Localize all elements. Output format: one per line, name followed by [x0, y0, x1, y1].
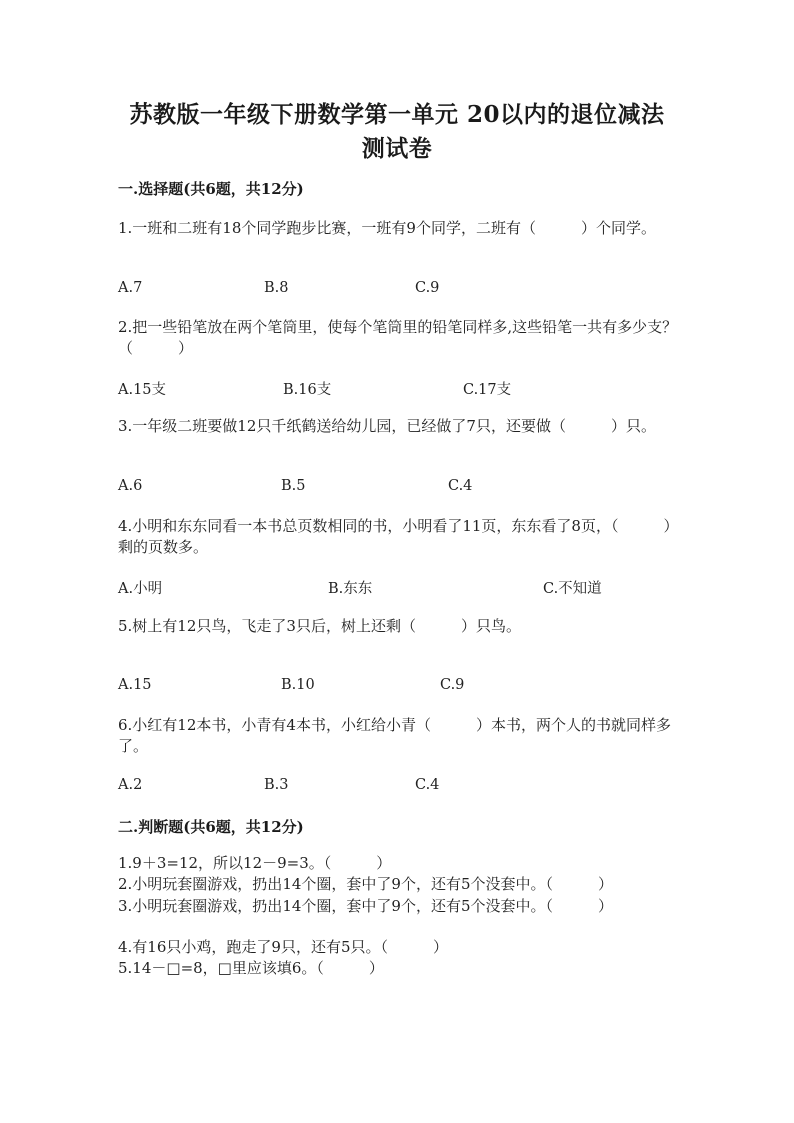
question-5: 5.树上有12只鸟，飞走了3只后，树上还剩（ ）只鸟。	[118, 617, 521, 635]
q5-option-a: A.15	[118, 677, 152, 693]
q2-option-b: B.16支	[283, 382, 332, 398]
question-2: 2.把一些铅笔放在两个笔筒里，使每个笔筒里的铅笔同样多,这些铅笔一共有多少支？（ ）	[118, 318, 678, 357]
q6-option-c: C.4	[415, 777, 440, 793]
q1-option-c: C.9	[415, 280, 440, 296]
question-6: 6.小红有12本书，小青有4本书，小红给小青（ ）本书，两个人的书就同样多了。	[118, 716, 671, 755]
judgement-item-3: 3.小明玩套圈游戏，扔出14个圈，套中了9个，还有5个没套中。（ ）	[118, 897, 613, 915]
judgement-item-1: 1.9＋3=12，所以12－9=3。（ ）	[118, 854, 392, 872]
q5-option-b: B.10	[281, 677, 315, 693]
q2-option-a: A.15支	[118, 382, 167, 398]
page-title-line2: 测试卷	[361, 135, 433, 162]
q3-option-a: A.6	[118, 478, 143, 494]
question-3: 3.一年级二班要做12只千纸鹤送给幼儿园，已经做了7只，还要做（ ）只。	[118, 417, 656, 435]
q2-option-c: C.17支	[463, 382, 512, 398]
q4-option-c: C.不知道	[543, 581, 602, 597]
judgement-item-5: 5.14－□=8，□里应该填6。（ ）	[118, 959, 384, 977]
q6-option-a: A.2	[118, 777, 143, 793]
judgement-item-4: 4.有16只小鸡，跑走了9只，还有5只。（ ）	[118, 938, 448, 956]
section-heading-judgement: 二.判断题(共6题，共12分)	[118, 818, 304, 836]
q3-option-b: B.5	[281, 478, 306, 494]
q4-option-b: B.东东	[328, 581, 373, 597]
page-title-line1: 苏教版一年级下册数学第一单元 20以内的退位减法	[129, 101, 665, 128]
section-heading-choice: 一.选择题(共6题，共12分)	[118, 180, 304, 198]
q6-option-b: B.3	[264, 777, 289, 793]
q4-option-a: A.小明	[118, 581, 163, 597]
q5-option-c: C.9	[440, 677, 465, 693]
q1-option-b: B.8	[264, 280, 289, 296]
question-1: 1.一班和二班有18个同学跑步比赛，一班有9个同学，二班有（ ）个同学。	[118, 219, 656, 237]
q1-option-a: A.7	[118, 280, 143, 296]
judgement-item-2: 2.小明玩套圈游戏，扔出14个圈，套中了9个，还有5个没套中。（ ）	[118, 875, 613, 893]
q3-option-c: C.4	[448, 478, 473, 494]
question-4: 4.小明和东东同看一本书总页数相同的书，小明看了11页，东东看了8页，（ ）剩的页数多。	[118, 517, 671, 556]
